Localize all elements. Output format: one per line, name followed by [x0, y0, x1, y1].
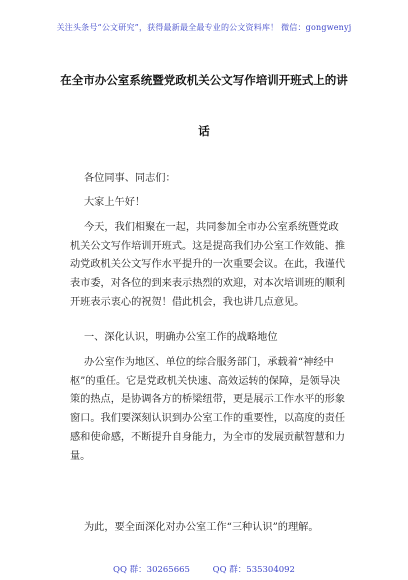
header-promo-note: 关注头条号“公文研究”，获得最新最全最专业的公文资料库！ 微信：gongwenyj	[56, 23, 352, 32]
footer-qq-group-1: QQ 群：30265665	[113, 565, 190, 575]
footer-qq-group-2: QQ 群：535304092	[212, 565, 295, 575]
opening-paragraph: 今天，我们相聚在一起，共同参加全市办公室系统暨党政机关公文写作培训开班式。这是提高我们办公室工作效能、推动党政机关公文写作水平提升的一次重要会议。在此，我谨代表市委，对各位的到来表示热烈的欢迎，对本次培训班的顺利开班表示衷心的祝贺！借此机会，我也讲几点意见。	[70, 222, 346, 308]
morning-greeting: 大家上午好！	[84, 197, 146, 208]
section-paragraph-1: 办公室作为地区、单位的综合服务部门，承载着“神经中枢”的重任。它是党政机关快速、高效运转的保障，是领导决策的热点，是协调各方的桥梁纽带，更是展示工作水平的形象窗口。我们要深刻认识到办公室工作的重要性，以高度的责任感和使命感，不断提升自身能力，为全市的发展贡献智慧和力量。	[70, 357, 346, 462]
footer	[0, 563, 408, 575]
salutation: 各位同事、同志们：	[84, 173, 176, 184]
section-paragraph-2: 为此，要全面深化对办公室工作“三种认识”的理解。	[84, 522, 319, 533]
document-title-line-2: 话	[198, 124, 210, 138]
section-heading-1: 一、深化认识，明确办公室工作的战略地位	[84, 332, 278, 343]
document-title-line-1: 在全市办公室系统暨党政机关公文写作培训开班式上的讲	[60, 73, 348, 87]
